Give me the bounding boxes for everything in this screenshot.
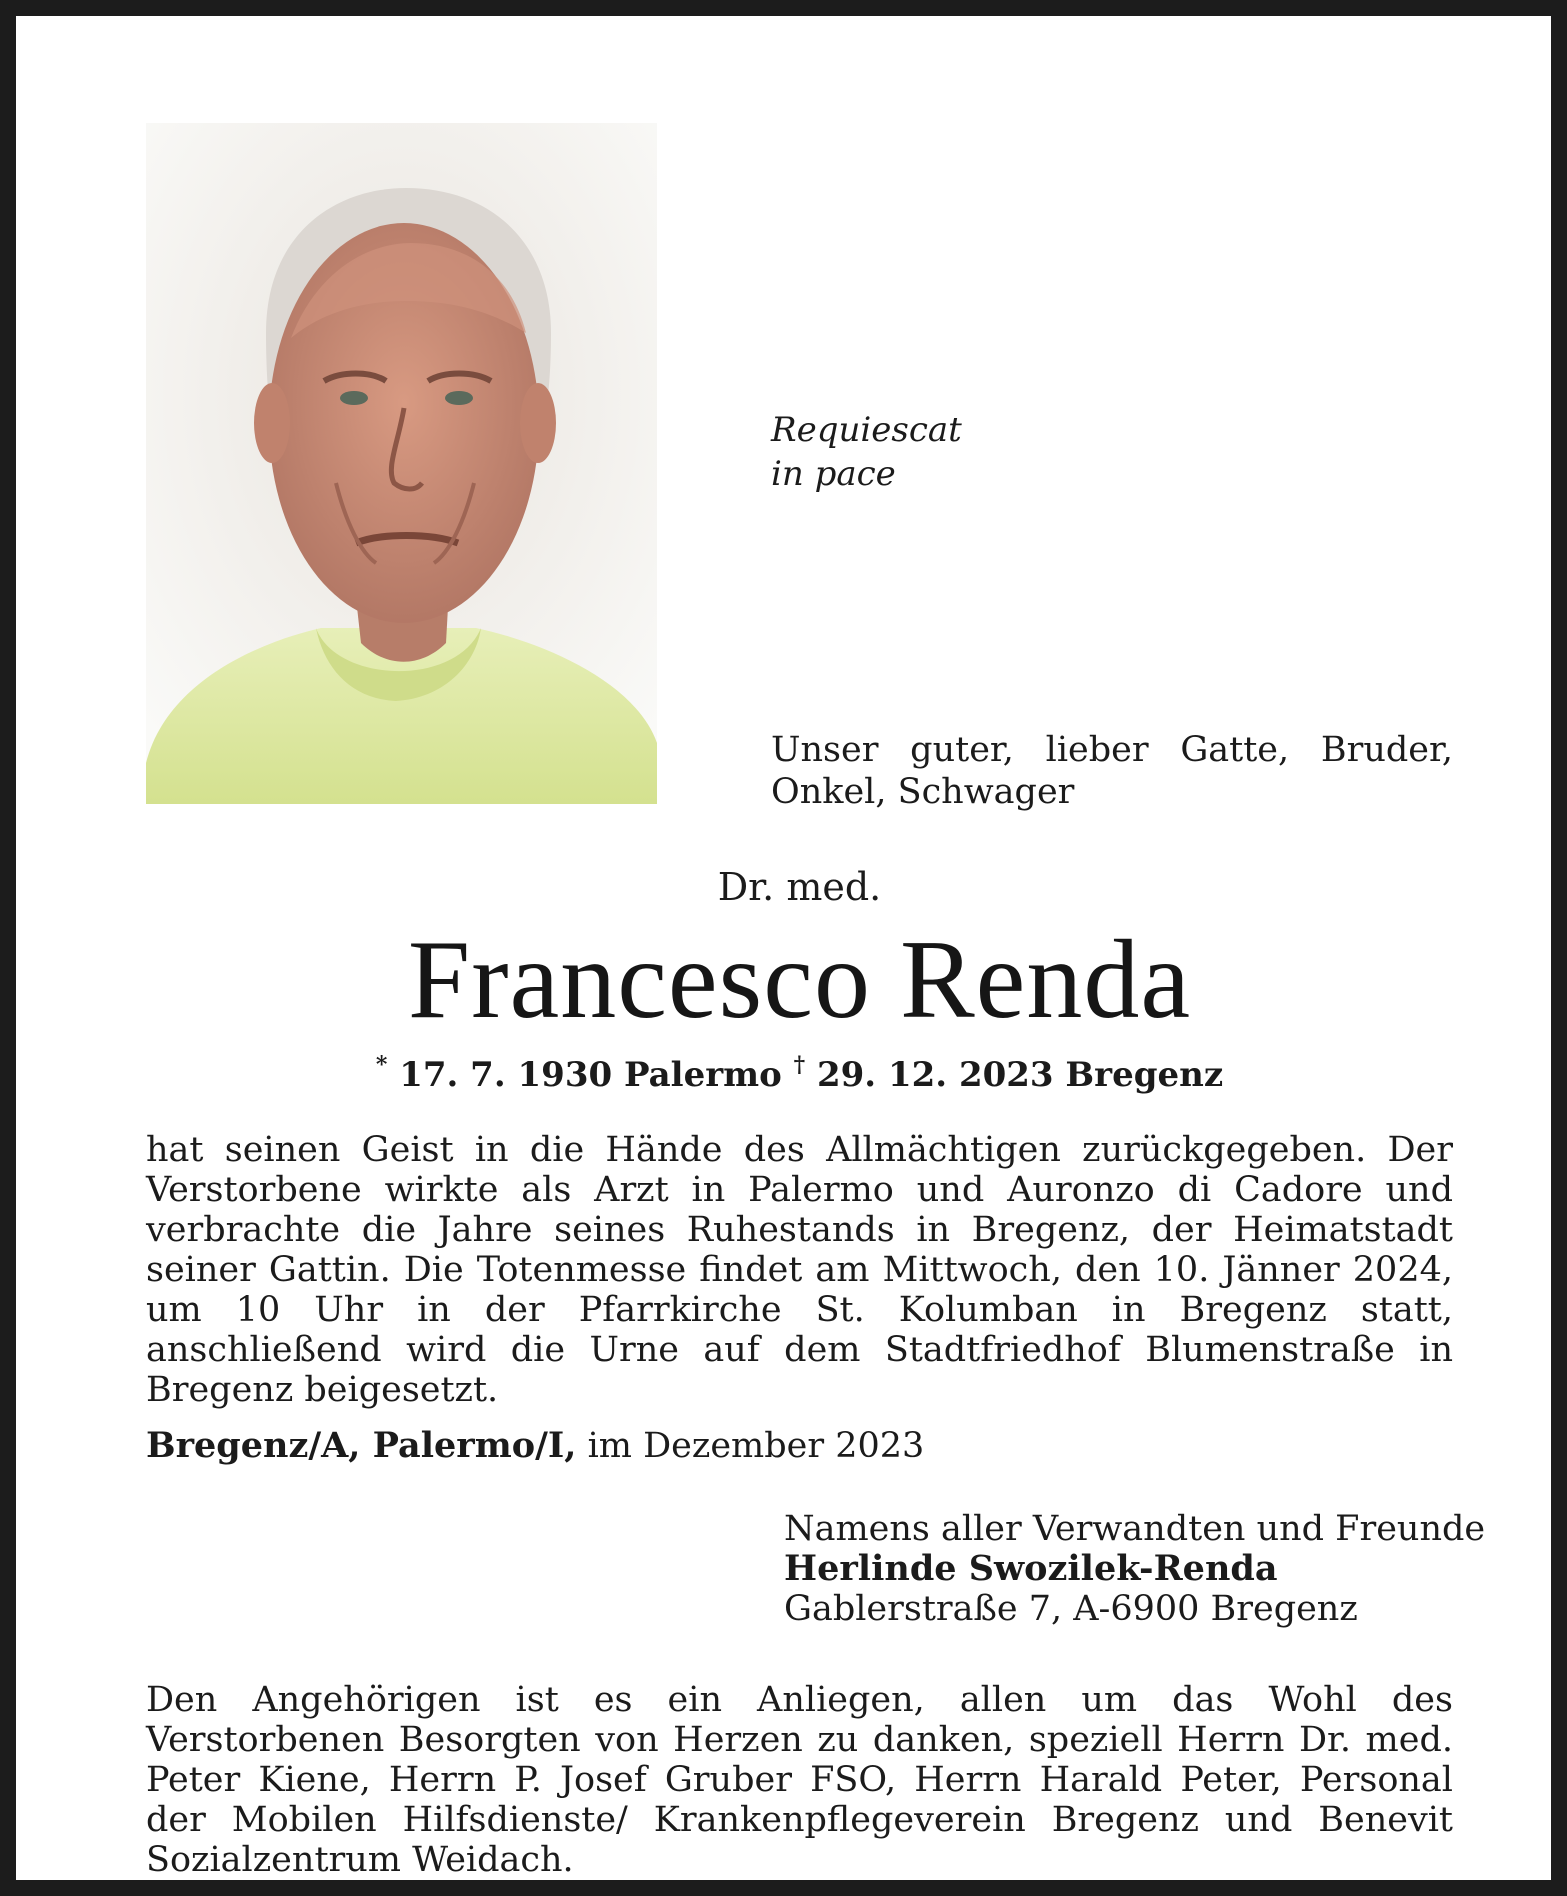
death-symbol: † [793, 1052, 806, 1078]
quote-line-1: Requiescat [771, 410, 962, 450]
date-line: im Dezember 2023 [587, 1426, 925, 1466]
quote-requiescat [771, 408, 962, 496]
academic-title: Dr. med. [717, 865, 882, 909]
obituary-body: hat seinen Geist in die Hände des Allmächtigen zurückgegeben. Der Verstorbene wirkte als Arzt in Palermo und Auronzo di Cadore und verbrachte die Jahre seines Ruhestands in Bregenz, der Heimatstadt seiner Gattin. Die Totenmesse findet am Mittwoch, den 10. Jänner 2024, um 10 Uhr in der Pfarrkirche St. Kolumban in Bregenz statt, anschließend wird die Urne auf dem Stadtfriedhof Blumenstraße in Bregenz beigesetzt. [146, 1130, 1453, 1410]
death-date: 29. 12. 2023 Bregenz [816, 1055, 1224, 1095]
birth-symbol: * [375, 1052, 388, 1078]
portrait-photo [146, 123, 657, 804]
intro-text: Unser guter, lieber Gatte, Bruder, Onkel, Schwager [771, 730, 1453, 812]
signature-name: Herlinde Swozilek-Renda [784, 1548, 1278, 1589]
thanks-text: Den Angehörigen ist es ein Anliegen, allen um das Wohl des Verstorbenen Besorgten von Herzen zu danken, speziell Herrn Dr. med. Peter Kiene, Herrn P. Josef Gruber FSO, Herrn Harald Peter, Personal der Mobilen Hilfsdienste/ Krankenpflegeverein Bregenz und Benevit Sozialzentrum Weidach. [146, 1680, 1453, 1880]
quote-line-2: in pace [771, 454, 896, 494]
birth-date: 17. 7. 1930 Palermo [399, 1055, 782, 1095]
signature-address: Gablerstraße 7, A-6900 Bregenz [784, 1589, 1358, 1629]
place-date-line [146, 1424, 924, 1468]
place: Bregenz/A, Palermo/I, [146, 1425, 577, 1466]
deceased-name: Francesco Renda [407, 918, 1192, 1042]
signature-block [784, 1509, 1485, 1629]
life-dates [16, 1042, 1567, 1098]
signature-line: Namens aller Verwandten und Freunde [784, 1509, 1486, 1549]
portrait-illustration [146, 123, 657, 804]
